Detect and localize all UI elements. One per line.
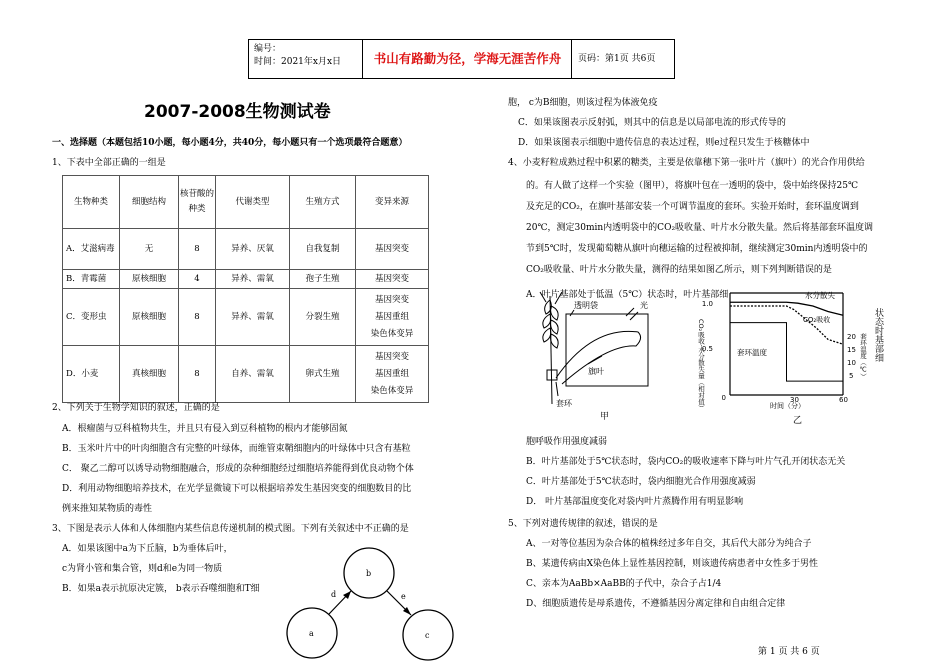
table-cell: 异养、厌氧 bbox=[216, 229, 290, 270]
x-tick: 30 bbox=[790, 396, 799, 404]
q4-side-text: 状态时基部细 bbox=[873, 308, 883, 362]
number-label: 编号： bbox=[254, 44, 282, 54]
table-header-cell: 代谢类型 bbox=[216, 176, 290, 229]
bag-label: 透明袋 bbox=[574, 301, 598, 310]
node-label: a bbox=[309, 629, 314, 638]
table-cell: 8 bbox=[179, 289, 216, 346]
q5-option-b: B、某遗传病由X染色体上显性基因控制，则该遗传病患者中女性多于男性 bbox=[526, 559, 819, 569]
right-axis-label: 套环温度（℃） bbox=[859, 333, 867, 380]
q4-stem-line: 及充足的CO₂，在旗叶基部安装一个可调节温度的套环。实验开始时，套环温度调到 bbox=[526, 202, 859, 212]
q3-option-c: C．如果该图表示反射弧，则其中的信息是以局部电流的形式传导的 bbox=[518, 118, 786, 128]
figure-caption: 甲 bbox=[600, 412, 610, 422]
table-row bbox=[63, 289, 429, 346]
q1-stem: 1、下表中全部正确的一组是 bbox=[52, 158, 166, 168]
table-cell: 基因突变 基因重组 染色体变异 bbox=[356, 346, 429, 403]
x-axis-label: 时间（分） bbox=[770, 402, 805, 410]
edge-label: e bbox=[401, 592, 406, 601]
table-cell: 原核细胞 bbox=[120, 270, 179, 289]
y-tick: 0 bbox=[721, 394, 726, 402]
q4-option-a: A．叶片基部处于低温（5℃）状态时，叶片基部细 bbox=[526, 290, 729, 300]
q4-option-a-cont: 胞呼吸作用强度减弱 bbox=[526, 437, 608, 447]
table-cell: 8 bbox=[179, 346, 216, 403]
time-label: 时间：2021年x月x日 bbox=[254, 57, 342, 67]
table-cell: 真核细胞 bbox=[120, 346, 179, 403]
wheat-grain bbox=[543, 314, 551, 328]
q4-option-b: B．叶片基部处于5℃状态时，袋内CO₂的吸收速率下降与叶片气孔开闭状态无关 bbox=[526, 457, 846, 467]
y-axis-label: CO₂吸收·水分散失量（相对值） bbox=[697, 319, 705, 412]
wheat-grain bbox=[551, 320, 559, 334]
q5-option-c: C、亲本为AaBb×AaBB的子代中，杂合子占1/4 bbox=[526, 579, 722, 589]
q4-stem-line: 的。有人做了这样一个实验（图甲），将旗叶包在一透明的袋中，袋中始终保持25℃ bbox=[526, 181, 859, 191]
q5-option-a: A、一对等位基因为杂合体的植株经过多年自交，其后代大部分为纯合子 bbox=[526, 539, 812, 549]
section-heading: 一、选择题（本题包括10小题，每小题4分，共40分，每小题只有一个选项最符合题意） bbox=[52, 138, 408, 148]
table-cell: D．小麦 bbox=[63, 346, 120, 403]
table-cell: 自养、需氧 bbox=[216, 346, 290, 403]
wheat-grain bbox=[543, 328, 551, 342]
figure-jia bbox=[522, 286, 682, 422]
q3-option-b: B．如果a表示抗原决定簇， b表示吞噬细胞和T细 bbox=[62, 584, 260, 594]
q4-option-c: C．叶片基部处于5℃状态时，袋内细胞光合作用强度减弱 bbox=[526, 477, 756, 487]
table-cell: 异养、需氧 bbox=[216, 289, 290, 346]
table-header-cell: 细胞结构 bbox=[120, 176, 179, 229]
q4-stem-line: CO₂吸收量、叶片水分散失量，测得的结果如图乙所示，则下列判断错误的是 bbox=[526, 265, 832, 275]
q4-stem-line: 节到5℃时，发现葡萄糖从旗叶向穗运输的过程被抑制，继续测定30min内透明袋中的 bbox=[526, 244, 868, 254]
q2-option-d-cont: 例来推知某物质的毒性 bbox=[62, 504, 153, 514]
edge-label: d bbox=[331, 590, 337, 599]
q3-option-a: A．如果该图中a为下丘脑，b为垂体后叶， bbox=[62, 544, 233, 554]
wheat-grain bbox=[551, 306, 559, 320]
motto: 书山有路勤为径，学海无涯苦作舟 bbox=[364, 40, 572, 78]
q2-option-a: A．根瘤菌与豆科植物共生，并且只有侵入到豆科植物的根内才能够固氮 bbox=[62, 424, 348, 434]
q1-table bbox=[62, 175, 429, 403]
leaf-label: 旗叶 bbox=[588, 367, 604, 376]
table-cell: 8 bbox=[179, 229, 216, 270]
q5-stem: 5、下列对遗传规律的叙述，错误的是 bbox=[508, 519, 658, 529]
table-cell: 基因突变 bbox=[356, 229, 429, 270]
table-cell: 4 bbox=[179, 270, 216, 289]
q3-option-a-cont: c为肾小管和集合管，则d和e为同一物质 bbox=[62, 564, 223, 574]
q3-option-b-cont: 胞， c为B细胞，则该过程为体液免疫 bbox=[508, 98, 658, 108]
x-tick: 60 bbox=[839, 396, 848, 404]
table-row bbox=[63, 346, 429, 403]
table-header-cell: 核苷酸的种类 bbox=[179, 176, 216, 229]
table-header-cell: 生物种类 bbox=[63, 176, 120, 229]
q4-stem-line: 4、小麦籽粒成熟过程中积累的糖类，主要是依靠穗下第一张叶片（旗叶）的光合作用供给 bbox=[508, 158, 865, 168]
table-cell: 原核细胞 bbox=[120, 289, 179, 346]
leader-line bbox=[556, 382, 558, 396]
water-loss-line bbox=[730, 302, 843, 315]
table-cell: 分裂生殖 bbox=[290, 289, 356, 346]
node-label: c bbox=[425, 631, 430, 640]
table-row bbox=[63, 229, 429, 270]
right-tick: 5 bbox=[849, 372, 854, 380]
y-tick: 0.5 bbox=[701, 345, 713, 353]
y-tick: 1.0 bbox=[701, 300, 713, 308]
co2-label: CO₂吸收 bbox=[803, 316, 831, 324]
table-cell: C．变形虫 bbox=[63, 289, 120, 346]
right-tick: 10 bbox=[847, 359, 856, 367]
table-row bbox=[63, 270, 429, 289]
right-tick: 20 bbox=[847, 333, 856, 341]
q5-option-d: D、细胞质遗传是母系遗传，不遵循基因分离定律和自由组合定律 bbox=[526, 599, 786, 609]
ring-label: 套环 bbox=[556, 399, 572, 408]
table-cell: 卵式生殖 bbox=[290, 346, 356, 403]
right-tick: 15 bbox=[847, 346, 856, 354]
table-cell: 自我复制 bbox=[290, 229, 356, 270]
table-cell: 基因突变 基因重组 染色体变异 bbox=[356, 289, 429, 346]
table-cell: A．艾滋病毒 bbox=[63, 229, 120, 270]
table-cell: 基因突变 bbox=[356, 270, 429, 289]
q3-option-d: D．如果该图表示细胞中遗传信息的表达过程，则e过程只发生于核糖体中 bbox=[518, 138, 810, 148]
q2-option-b: B．玉米叶片中的叶肉细胞含有完整的叶绿体，而维管束鞘细胞内的叶绿体中只含有基粒 bbox=[62, 444, 411, 454]
temp-label: 套环温度 bbox=[737, 348, 767, 357]
light-ray bbox=[630, 312, 638, 320]
q4-stem-line: 20℃，测定30min内透明袋中的CO₂吸收量、叶片水分散失量。然后将基部套环温度调 bbox=[526, 223, 874, 233]
wheat-grain bbox=[551, 334, 559, 348]
node-label: b bbox=[366, 569, 372, 578]
light-label: 光 bbox=[640, 301, 648, 310]
page-label: 页码：第1页 共6页 bbox=[578, 54, 656, 64]
table-header-row bbox=[63, 176, 429, 229]
page-footer: 第 1 页 共 6 页 bbox=[758, 647, 820, 657]
page-title: 2007-2008生物测试卷 bbox=[144, 102, 331, 122]
q2-option-d: D．利用动物细胞培养技术，在光学显微镜下可以根据培养发生基因突变的细胞数目的比 bbox=[62, 484, 412, 494]
figure-yi bbox=[693, 285, 873, 425]
table-cell: 异养、需氧 bbox=[216, 270, 290, 289]
header-box bbox=[248, 39, 675, 79]
header-meta bbox=[249, 40, 363, 78]
transparent-bag bbox=[566, 314, 648, 386]
q3-stem: 3、下图是表示人体和人体细胞内某些信息传递机制的模式图。下列有关叙述中不正确的是 bbox=[52, 524, 409, 534]
q2-option-c: C． 聚乙二醇可以诱导动物细胞融合，形成的杂种细胞经过细胞培养能得到优良动物个体 bbox=[62, 464, 414, 474]
leader-line bbox=[588, 356, 602, 364]
table-header-cell: 生殖方式 bbox=[290, 176, 356, 229]
table-cell: B．青霉菌 bbox=[63, 270, 120, 289]
q3-diagram bbox=[285, 545, 475, 671]
water-loss-label: 水分散失 bbox=[805, 291, 835, 300]
q2-stem: 2、下列关于生物学知识的叙述，正确的是 bbox=[52, 403, 220, 413]
light-ray bbox=[626, 308, 634, 316]
figure-caption: 乙 bbox=[793, 416, 803, 425]
table-header-cell: 变异来源 bbox=[356, 176, 429, 229]
leader-line bbox=[570, 310, 574, 316]
table-cell: 无 bbox=[120, 229, 179, 270]
q4-option-d: D． 叶片基部温度变化对袋内叶片蒸腾作用有明显影响 bbox=[526, 497, 744, 507]
table-cell: 孢子生殖 bbox=[290, 270, 356, 289]
